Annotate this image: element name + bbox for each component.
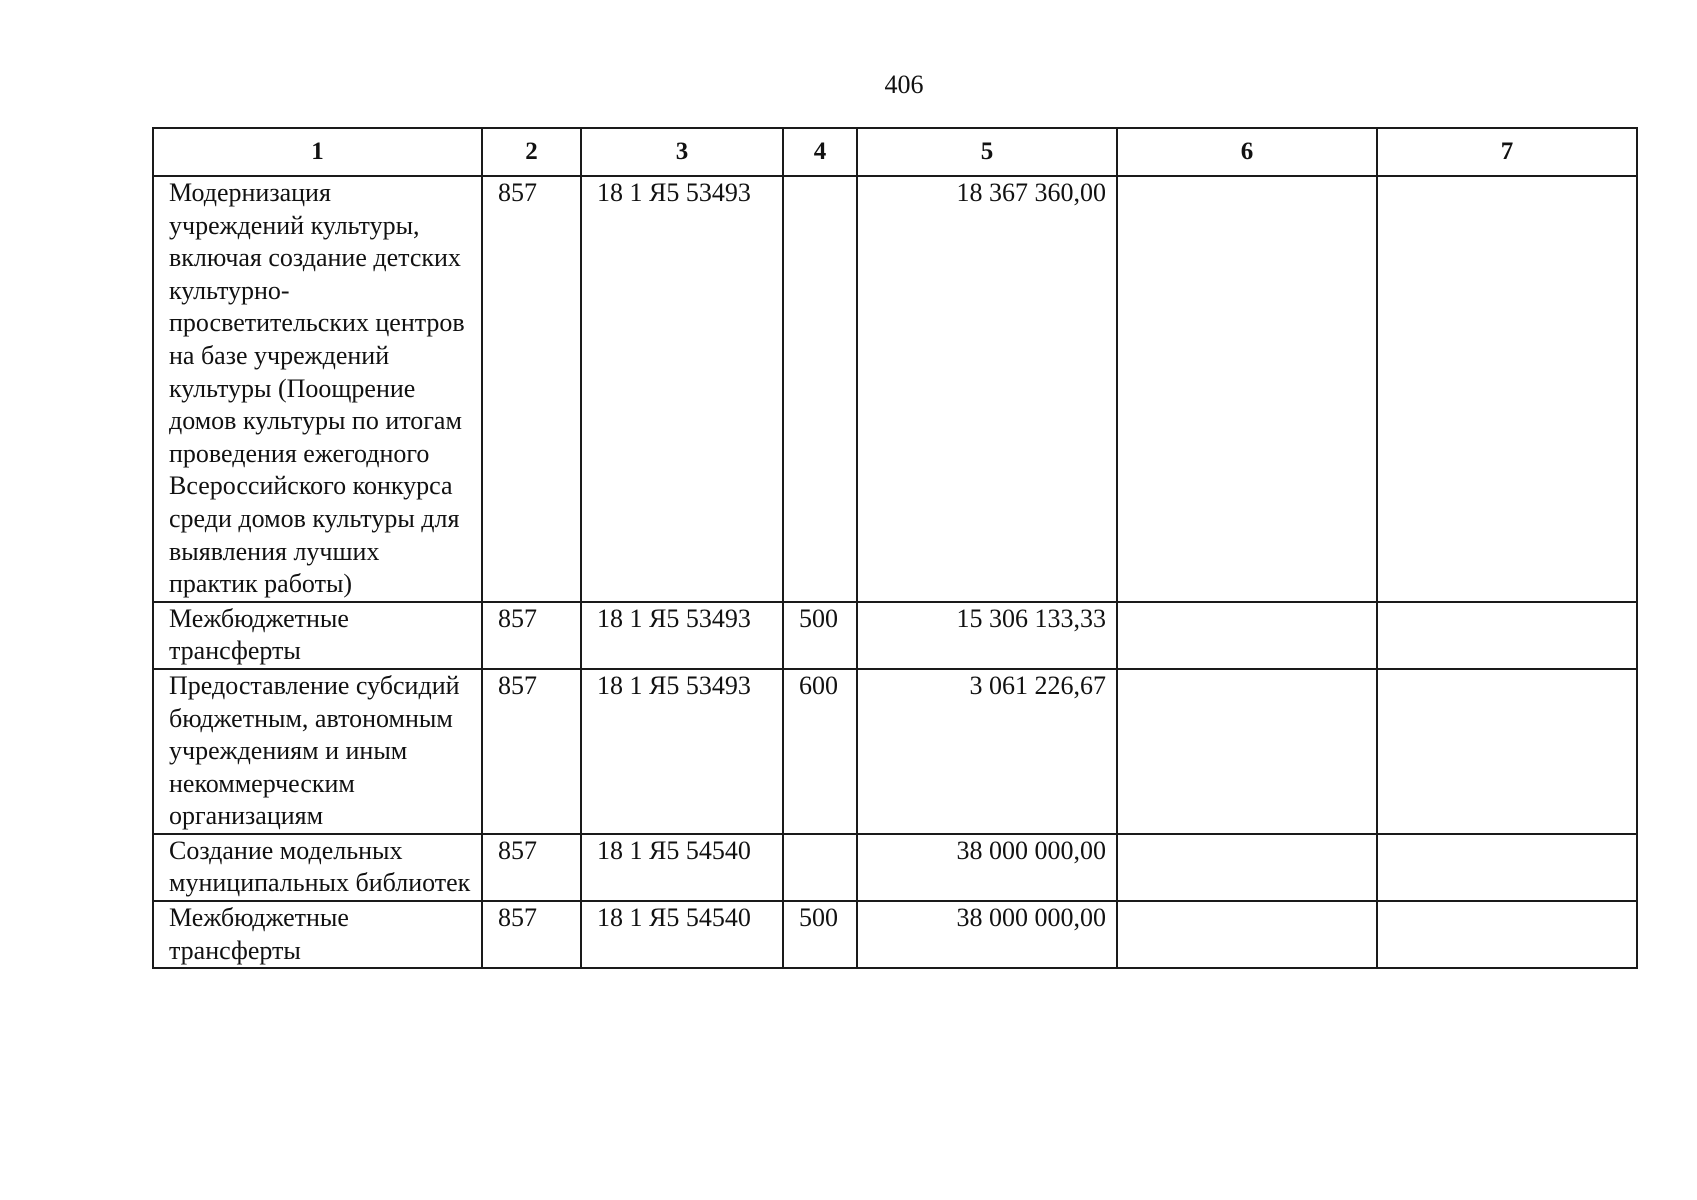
row-col6-cell: [1117, 602, 1377, 669]
table-row: [153, 602, 1637, 669]
row-gr-cell: 857: [482, 834, 581, 901]
row-col7-cell: [1377, 602, 1637, 669]
column-header-4: 4: [783, 128, 857, 176]
row-vr-cell: [783, 176, 857, 602]
table-row: [153, 669, 1637, 834]
column-header-3: 3: [581, 128, 783, 176]
row-col7-cell: [1377, 834, 1637, 901]
column-header-1: 1: [153, 128, 482, 176]
column-header-5: 5: [857, 128, 1117, 176]
row-name-cell: Предоставление субсидий бюджетным, автономным учреждениям и иным некоммерческим организациям: [153, 669, 482, 834]
row-name-cell: Модернизация учреждений культуры, включая создание детских культурно-просветительских центров на базе учреждений культуры (Поощрение домов культуры по итогам проведения ежегодного Всероссийского конкурса среди домов культуры для выявления лучших практик работы): [153, 176, 482, 602]
row-name-cell: Межбюджетные трансферты: [153, 901, 482, 968]
row-sum-cell: 38 000 000,00: [857, 834, 1117, 901]
row-sum-cell: 38 000 000,00: [857, 901, 1117, 968]
column-header-2: 2: [482, 128, 581, 176]
row-csr-cell: 18 1 Я5 53493: [581, 176, 783, 602]
row-col7-cell: [1377, 176, 1637, 602]
row-csr-cell: 18 1 Я5 53493: [581, 602, 783, 669]
row-col7-cell: [1377, 901, 1637, 968]
row-col6-cell: [1117, 669, 1377, 834]
row-gr-cell: 857: [482, 901, 581, 968]
row-vr-cell: 500: [783, 602, 857, 669]
row-gr-cell: 857: [482, 669, 581, 834]
budget-table: [152, 127, 1638, 969]
row-col7-cell: [1377, 669, 1637, 834]
column-header-6: 6: [1117, 128, 1377, 176]
row-sum-cell: 3 061 226,67: [857, 669, 1117, 834]
table-row: [153, 176, 1637, 602]
row-col6-cell: [1117, 176, 1377, 602]
row-col6-cell: [1117, 901, 1377, 968]
row-col6-cell: [1117, 834, 1377, 901]
table-row: [153, 901, 1637, 968]
column-header-7: 7: [1377, 128, 1637, 176]
row-gr-cell: 857: [482, 176, 581, 602]
row-vr-cell: 600: [783, 669, 857, 834]
row-sum-cell: 18 367 360,00: [857, 176, 1117, 602]
row-sum-cell: 15 306 133,33: [857, 602, 1117, 669]
row-csr-cell: 18 1 Я5 54540: [581, 901, 783, 968]
row-name-cell: Создание модельных муниципальных библиотек: [153, 834, 482, 901]
row-csr-cell: 18 1 Я5 54540: [581, 834, 783, 901]
row-gr-cell: 857: [482, 602, 581, 669]
row-vr-cell: [783, 834, 857, 901]
row-vr-cell: 500: [783, 901, 857, 968]
table-header-row: [153, 128, 1637, 176]
row-name-cell: Межбюджетные трансферты: [153, 602, 482, 669]
page-number: 406: [884, 70, 924, 99]
table-row: [153, 834, 1637, 901]
row-csr-cell: 18 1 Я5 53493: [581, 669, 783, 834]
